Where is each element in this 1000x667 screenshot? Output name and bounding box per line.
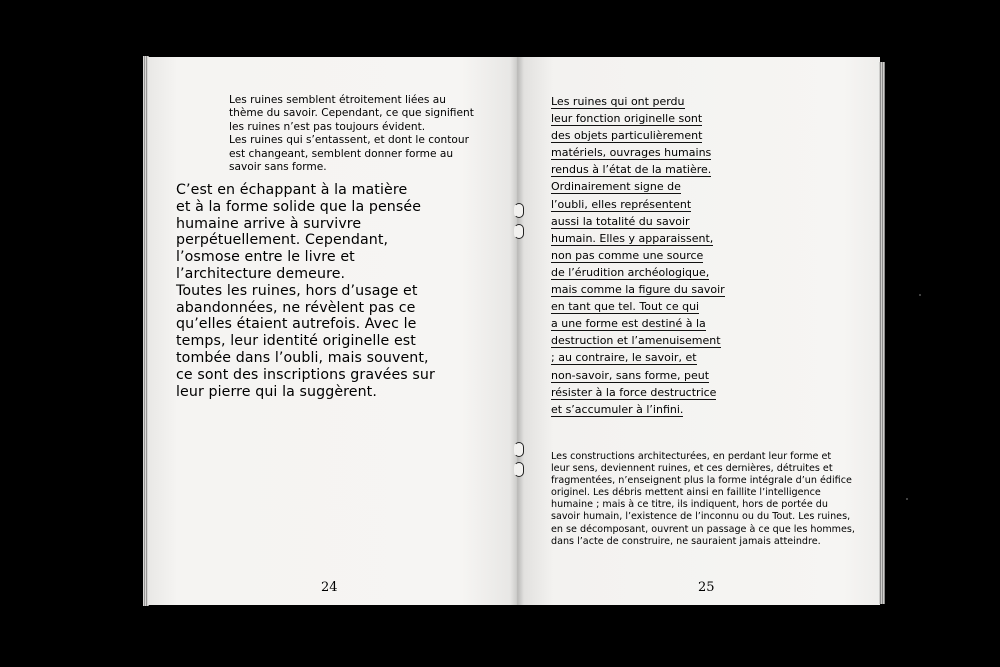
underlined-text: non-savoir, sans forme, peut — [551, 368, 710, 382]
underlined-text: humain. Elles y apparaissent, — [551, 231, 714, 245]
underlined-text: leur fonction originelle sont — [551, 112, 703, 126]
underlined-text: mais comme la figure du savoir — [551, 283, 725, 297]
dust-speck — [906, 498, 908, 500]
underlined-text: Les ruines qui ont perdu — [551, 95, 685, 108]
text-line: savoir sans forme. — [229, 161, 327, 174]
underlined-text: ; au contraire, le savoir, et — [551, 351, 697, 365]
underlined-text: en tant que tel. Tout ce qui — [551, 300, 700, 314]
page-number-right: 25 — [698, 580, 715, 595]
underlined-line — [551, 266, 751, 283]
text-line: temps, leur identité originelle est — [176, 333, 416, 350]
underlined-line — [551, 283, 751, 300]
underlined-paragraph — [551, 95, 751, 420]
underlined-line — [551, 334, 751, 351]
binding-hole — [514, 462, 524, 477]
page-number-left: 24 — [321, 580, 338, 595]
text-line: leur pierre qui la suggèrent. — [176, 383, 377, 400]
text-line: dans l’acte de construire, ne sauraient jamais atteindre. — [551, 535, 821, 547]
text-line: abandonnées, ne révèlent pas ce — [176, 299, 416, 316]
text-line: thème du savoir. Cependant, ce que signifient — [229, 107, 474, 120]
underlined-text: a une forme est destiné à la — [551, 317, 706, 331]
binding-hole — [514, 203, 524, 218]
text-line: l’osmose entre le livre et — [176, 249, 355, 266]
text-line: en se décomposant, ouvrent un passage à ce que les hommes, — [551, 523, 855, 535]
underlined-text: destruction et l’amenuisement — [551, 334, 721, 348]
underlined-line — [551, 95, 751, 112]
underlined-text: rendus à l’état de la matière. — [551, 163, 712, 177]
binding-hole — [514, 442, 524, 457]
underlined-line — [551, 180, 751, 197]
binding-hole — [514, 224, 524, 239]
underlined-line — [551, 369, 751, 386]
underlined-line — [551, 198, 751, 215]
underlined-line — [551, 351, 751, 368]
text-line: et à la forme solide que la pensée — [176, 198, 422, 215]
text-line: humaine arrive à survivre — [176, 215, 362, 232]
text-line: originel. Les débris mettent ainsi en faillite l’intelligence — [551, 487, 821, 499]
text-line: perpétuellement. Cependant, — [176, 232, 389, 249]
text-line: savoir humain, l’existence de l’inconnu ou du Tout. Les ruines, — [551, 511, 851, 523]
text-line: leur sens, deviennent ruines, et ces dernières, détruites et — [551, 463, 833, 475]
underlined-line — [551, 163, 751, 180]
text-line: les ruines n’est pas toujours évident. — [229, 120, 426, 133]
text-line: fragmentées, n’enseignent plus la forme intégrale d’un édifice — [551, 475, 852, 487]
text-line: ce sont des inscriptions gravées sur — [176, 366, 435, 383]
underlined-text: aussi la totalité du savoir — [551, 214, 690, 228]
dust-speck — [919, 294, 921, 296]
underlined-line — [551, 112, 751, 129]
book-gutter — [510, 57, 524, 605]
text-line: Les constructions architecturées, en perdant leur forme et — [551, 451, 832, 462]
text-line: Les ruines semblent étroitement liées au — [229, 94, 447, 106]
underlined-text: l’oubli, elles représentent — [551, 197, 692, 211]
right-page-edge — [879, 62, 885, 604]
text-line: Toutes les ruines, hors d’usage et — [176, 282, 418, 299]
text-line: humaine ; mais à ce titre, ils indiquent, hors de portée du — [551, 499, 828, 511]
text-line: est changeant, semblent donner forme au — [229, 147, 454, 160]
underlined-line — [551, 215, 751, 232]
underlined-line — [551, 249, 751, 266]
underlined-line — [551, 317, 751, 334]
underlined-text: et s’accumuler à l’infini. — [551, 402, 684, 416]
text-line: C’est en échappant à la matière — [176, 182, 408, 198]
underlined-line — [551, 300, 751, 317]
right-bottom-paragraph — [551, 451, 869, 548]
left-main-paragraph — [176, 182, 466, 400]
underlined-text: résister à la force destructrice — [551, 385, 717, 399]
underlined-text: des objets particulièrement — [551, 129, 703, 143]
underlined-line — [551, 386, 751, 403]
underlined-line — [551, 129, 751, 146]
underlined-text: non pas comme une source — [551, 248, 704, 262]
text-line: tombée dans l’oubli, mais souvent, — [176, 349, 429, 366]
underlined-text: de l’érudition archéologique, — [551, 265, 710, 279]
underlined-text: matériels, ouvrages humains — [551, 146, 712, 160]
text-line: l’architecture demeure. — [176, 265, 346, 282]
underlined-text: Ordinairement signe de — [551, 180, 681, 194]
underlined-line — [551, 403, 751, 420]
text-line: Les ruines qui s’entassent, et dont le contour — [229, 134, 469, 147]
underlined-line — [551, 232, 751, 249]
underlined-line — [551, 146, 751, 163]
left-intro-paragraph — [229, 94, 504, 174]
text-line: qu’elles étaient autrefois. Avec le — [176, 316, 417, 333]
